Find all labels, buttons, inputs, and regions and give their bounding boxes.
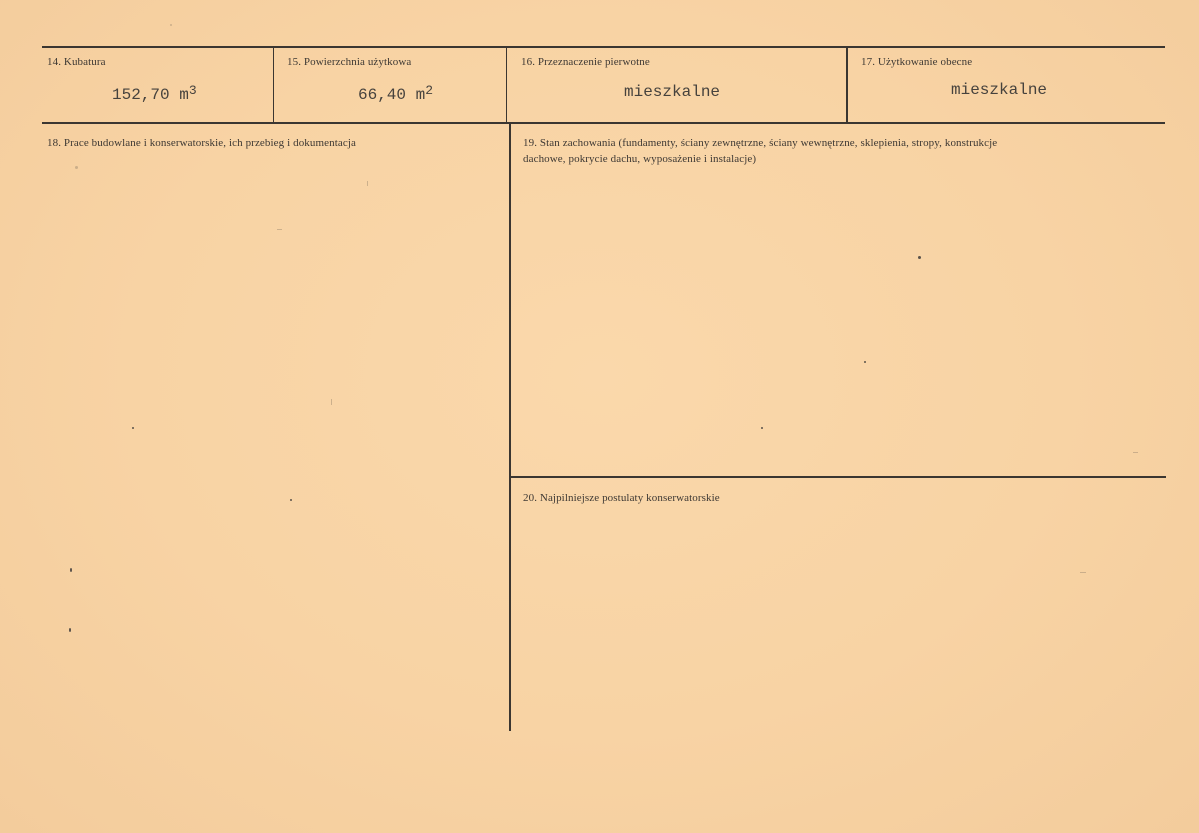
field-19-label-line2: dachowe, pokrycie dachu, wyposażenie i instalacje) xyxy=(523,153,757,165)
paper-fiber xyxy=(331,399,332,405)
field-17-value: mieszkalne xyxy=(951,81,1048,99)
field-18-label: 18. Prace budowlane i konserwatorskie, ich przebieg i dokumentacja xyxy=(47,137,356,149)
divider-15-16 xyxy=(506,47,507,123)
usable-area-exponent: 2 xyxy=(425,83,434,98)
paper-speck xyxy=(69,628,71,632)
field-16-label: 16. Przeznaczenie pierwotne xyxy=(521,56,650,68)
paper-fiber xyxy=(277,229,282,230)
paper-speck xyxy=(70,568,72,572)
field-14-value xyxy=(112,83,197,104)
paper-speck xyxy=(290,499,292,501)
field-17-label: 17. Użytkowanie obecne xyxy=(861,56,973,68)
field-15-label: 15. Powierzchnia użytkowa xyxy=(287,56,412,68)
paper-fiber xyxy=(1080,572,1086,573)
field-15-value xyxy=(358,83,434,104)
cubature-exponent: 3 xyxy=(188,83,197,98)
divider-18-19 xyxy=(509,123,511,731)
divider-14-15 xyxy=(273,47,274,123)
paper-fiber xyxy=(1133,452,1138,453)
paper-speck xyxy=(864,361,866,363)
row1-bottom-rule xyxy=(42,122,1165,124)
paper-fiber xyxy=(75,166,78,169)
usable-area-value: 66,40 m xyxy=(358,86,426,104)
paper-speck xyxy=(132,427,134,429)
top-rule xyxy=(42,46,1165,48)
paper-speck xyxy=(761,427,763,429)
divider-19-20 xyxy=(510,476,1166,478)
field-19-label-line1: 19. Stan zachowania (fundamenty, ściany zewnętrzne, ściany wewnętrzne, sklepienia, stropy, konstrukcje xyxy=(523,137,998,149)
paper-fiber xyxy=(170,24,172,26)
paper-fiber xyxy=(367,181,368,186)
cubature-value: 152,70 m xyxy=(112,86,189,104)
field-20-label: 20. Najpilniejsze postulaty konserwatorskie xyxy=(523,492,720,504)
divider-16-17 xyxy=(846,47,848,123)
field-14-label: 14. Kubatura xyxy=(47,56,106,68)
field-16-value: mieszkalne xyxy=(624,83,721,101)
paper-speck xyxy=(918,256,921,259)
